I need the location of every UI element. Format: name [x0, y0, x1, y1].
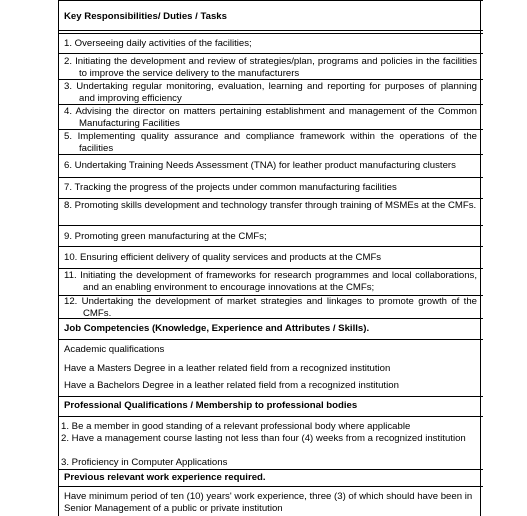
responsibility-item: 11. Initiating the development of frameworks for research programmes and local collaborations, and an enabling environment to encourage innovations at the CMFs;	[64, 270, 477, 293]
table-rule	[58, 198, 483, 199]
table-rule	[58, 30, 483, 31]
table-rule	[58, 53, 483, 54]
table-rule	[58, 225, 483, 226]
table-rule	[58, 154, 483, 155]
academic-requirement: Have a Masters Degree in a leather related field from a recognized institution	[64, 363, 391, 374]
table-rule	[58, 0, 483, 1]
responsibility-item: 9. Promoting green manufacturing at the CMFs;	[64, 231, 267, 242]
table-rule	[58, 469, 483, 470]
experience-header: Previous relevant work experience required.	[64, 472, 266, 483]
competencies-header: Job Competencies (Knowledge, Experience and Attributes / Skills).	[64, 323, 370, 334]
table-rule	[58, 486, 483, 487]
responsibility-item: 3. Undertaking regular monitoring, evaluation, learning and reporting for purposes of planning and improving efficiency	[64, 81, 477, 104]
professional-header: Professional Qualifications / Membership to professional bodies	[64, 400, 358, 411]
responsibility-item: 7. Tracking the progress of the projects under common manufacturing facilities	[64, 182, 397, 193]
table-rule	[58, 129, 483, 130]
responsibility-item: 2. Initiating the development and review of strategies/plan, programs and policies in the facilities to improve the service delivery to the manufacturers	[64, 56, 477, 79]
professional-item: 3. Proficiency in Computer Applications	[61, 457, 228, 468]
responsibility-item: 4. Advising the director on matters pertaining establishment and management of the Common Manufacturing Facilities	[64, 106, 477, 129]
responsibility-item: 10. Ensuring efficient delivery of quality services and products at the CMFs	[64, 252, 382, 263]
responsibility-item: 12. Undertaking the development of market strategies and linkages to promote growth of the CMFs.	[64, 296, 477, 319]
professional-item: 1. Be a member in good standing of a relevant professional body where applicable	[61, 421, 411, 432]
professional-item: 2. Have a management course lasting not less than four (4) weeks from a recognized institution	[61, 433, 466, 444]
responsibility-item: 1. Overseeing daily activities of the facilities;	[64, 38, 252, 49]
table-rule	[58, 104, 483, 105]
responsibility-item: 8. Promoting skills development and technology transfer through training of MSMEs at the CMFs.	[64, 200, 477, 211]
academic-label: Academic qualifications	[64, 344, 165, 355]
table-rule	[58, 268, 483, 269]
table-rule	[58, 177, 483, 178]
academic-requirement: Have a Bachelors Degree in a leather related field from a recognized institution	[64, 380, 399, 391]
responsibilities-header: Key Responsibilities/ Duties / Tasks	[64, 11, 227, 22]
table-rule	[58, 33, 483, 34]
table-rule	[58, 339, 483, 340]
responsibility-item: 5. Implementing quality assurance and compliance framework within the operations of the facilities	[64, 131, 477, 154]
table-rule	[58, 416, 483, 417]
experience-text: Have minimum period of ten (10) years' work experience, three (3) of which should have been in Senior Management of a public or private institution	[64, 491, 473, 514]
responsibility-item: 6. Undertaking Training Needs Assessment (TNA) for leather product manufacturing clusters	[64, 160, 456, 171]
table-rule	[58, 396, 483, 397]
table-rule	[58, 79, 483, 80]
table-rule	[58, 246, 483, 247]
